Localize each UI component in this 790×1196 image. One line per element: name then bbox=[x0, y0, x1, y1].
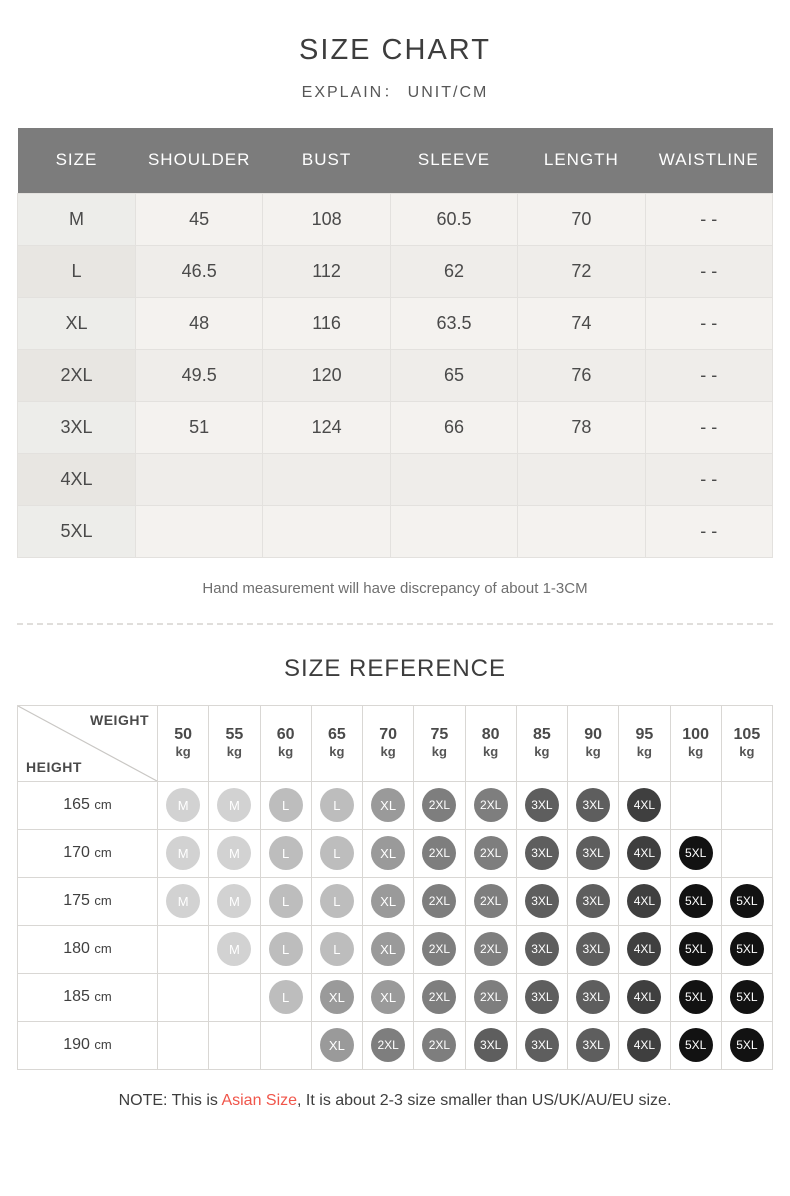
measurement-cell: - - bbox=[645, 245, 772, 297]
size-badge: L bbox=[320, 836, 354, 870]
size-label-cell: L bbox=[18, 245, 136, 297]
reference-cell bbox=[619, 925, 670, 973]
reference-cell bbox=[209, 829, 260, 877]
size-badge: M bbox=[217, 836, 251, 870]
size-badge: 5XL bbox=[730, 884, 764, 918]
reference-cell bbox=[209, 973, 260, 1021]
measurement-cell: 116 bbox=[263, 297, 390, 349]
reference-cell bbox=[516, 877, 567, 925]
measurement-cell: - - bbox=[645, 505, 772, 557]
reference-row bbox=[18, 877, 773, 925]
weight-header-cell bbox=[363, 705, 414, 781]
size-chart-table bbox=[17, 128, 773, 558]
weight-header-cell bbox=[568, 705, 619, 781]
weight-unit: kg bbox=[636, 743, 652, 759]
table-row bbox=[18, 297, 773, 349]
reference-cell bbox=[721, 973, 772, 1021]
measurement-cell: 72 bbox=[518, 245, 645, 297]
size-label-cell: 2XL bbox=[18, 349, 136, 401]
weight-header-cell bbox=[209, 705, 260, 781]
measurement-cell: 51 bbox=[136, 401, 263, 453]
weight-unit: kg bbox=[175, 743, 191, 759]
reference-cell bbox=[311, 781, 362, 829]
size-badge: 2XL bbox=[422, 1028, 456, 1062]
weight-unit: kg bbox=[278, 743, 294, 759]
table-row bbox=[18, 193, 773, 245]
weight-header-cell bbox=[465, 705, 516, 781]
weight-value: 95 bbox=[635, 726, 654, 744]
reference-cell bbox=[568, 925, 619, 973]
size-badge: 2XL bbox=[474, 836, 508, 870]
reference-cell bbox=[260, 829, 311, 877]
size-badge: 2XL bbox=[422, 836, 456, 870]
height-unit: cm bbox=[94, 989, 112, 1004]
size-badge: 2XL bbox=[474, 932, 508, 966]
size-badge: L bbox=[320, 932, 354, 966]
reference-cell bbox=[516, 829, 567, 877]
page-title: SIZE CHART bbox=[299, 34, 491, 66]
measurement-cell: 45 bbox=[136, 193, 263, 245]
size-badge: M bbox=[217, 884, 251, 918]
reference-cell bbox=[568, 877, 619, 925]
size-badge: 2XL bbox=[422, 788, 456, 822]
size-label-cell: M bbox=[18, 193, 136, 245]
size-reference-section bbox=[0, 655, 790, 1110]
measurement-cell bbox=[263, 505, 390, 557]
size-badge: 4XL bbox=[627, 884, 661, 918]
reference-cell bbox=[516, 781, 567, 829]
reference-cell bbox=[209, 781, 260, 829]
reference-cell bbox=[363, 973, 414, 1021]
reference-cell bbox=[568, 829, 619, 877]
size-badge: XL bbox=[371, 980, 405, 1014]
reference-row bbox=[18, 1021, 773, 1069]
measurement-cell: 78 bbox=[518, 401, 645, 453]
size-badge: M bbox=[217, 788, 251, 822]
measurement-cell bbox=[136, 505, 263, 557]
height-unit: cm bbox=[94, 1037, 112, 1052]
size-label-cell: XL bbox=[18, 297, 136, 349]
reference-cell bbox=[670, 877, 721, 925]
reference-cell bbox=[465, 877, 516, 925]
weight-header-cell bbox=[721, 705, 772, 781]
measurement-cell bbox=[518, 453, 645, 505]
size-badge: M bbox=[217, 932, 251, 966]
reference-cell bbox=[465, 829, 516, 877]
table-row bbox=[18, 505, 773, 557]
reference-cell bbox=[260, 877, 311, 925]
table-body bbox=[18, 193, 773, 557]
measurement-cell: 48 bbox=[136, 297, 263, 349]
measurement-cell: 112 bbox=[263, 245, 390, 297]
reference-cell bbox=[260, 781, 311, 829]
reference-cell bbox=[158, 877, 209, 925]
measurement-cell bbox=[136, 453, 263, 505]
weight-header-cell bbox=[260, 705, 311, 781]
reference-cell bbox=[670, 781, 721, 829]
weight-unit: kg bbox=[431, 743, 447, 759]
reference-cell bbox=[721, 829, 772, 877]
size-badge: 2XL bbox=[474, 980, 508, 1014]
size-badge: L bbox=[269, 788, 303, 822]
reference-cell bbox=[670, 925, 721, 973]
size-badge: 3XL bbox=[576, 836, 610, 870]
measurement-cell: 63.5 bbox=[390, 297, 517, 349]
size-badge: XL bbox=[320, 980, 354, 1014]
weight-header-cell bbox=[670, 705, 721, 781]
size-badge: 4XL bbox=[627, 836, 661, 870]
reference-cell bbox=[619, 781, 670, 829]
measurement-cell: - - bbox=[645, 349, 772, 401]
reference-cell bbox=[465, 925, 516, 973]
size-badge: 5XL bbox=[679, 932, 713, 966]
size-badge: L bbox=[320, 788, 354, 822]
measurement-cell: - - bbox=[645, 297, 772, 349]
reference-cell bbox=[260, 1021, 311, 1069]
weight-value: 100 bbox=[682, 726, 709, 744]
table-row bbox=[18, 453, 773, 505]
height-header-cell: 190 cm bbox=[18, 1021, 158, 1069]
size-label-cell: 5XL bbox=[18, 505, 136, 557]
measurement-cell: 120 bbox=[263, 349, 390, 401]
size-label-cell: 3XL bbox=[18, 401, 136, 453]
reference-cell bbox=[158, 781, 209, 829]
weight-header-cell bbox=[311, 705, 362, 781]
reference-cell bbox=[670, 973, 721, 1021]
reference-cell bbox=[414, 781, 465, 829]
size-badge: 5XL bbox=[730, 932, 764, 966]
reference-cell bbox=[619, 973, 670, 1021]
weight-unit: kg bbox=[483, 743, 499, 759]
size-badge: L bbox=[269, 932, 303, 966]
weight-value: 75 bbox=[430, 726, 449, 744]
measurement-cell: 70 bbox=[518, 193, 645, 245]
measurement-note: Hand measurement will have discrepancy of about 1-3CM bbox=[202, 579, 588, 597]
weight-header-cell bbox=[414, 705, 465, 781]
reference-cell bbox=[465, 1021, 516, 1069]
size-badge: 3XL bbox=[576, 1028, 610, 1062]
size-badge: 2XL bbox=[422, 932, 456, 966]
size-badge: 4XL bbox=[627, 1028, 661, 1062]
measurement-cell: 124 bbox=[263, 401, 390, 453]
page-subtitle: EXPLAIN： UNIT/CM bbox=[301, 84, 489, 101]
reference-cell bbox=[363, 925, 414, 973]
size-reference-title: SIZE REFERENCE bbox=[283, 654, 507, 682]
reference-cell bbox=[516, 1021, 567, 1069]
reference-cell bbox=[311, 925, 362, 973]
measurement-cell bbox=[518, 505, 645, 557]
weight-value: 105 bbox=[733, 726, 761, 744]
column-header: BUST bbox=[263, 128, 390, 193]
reference-cell bbox=[465, 973, 516, 1021]
reference-cell bbox=[465, 781, 516, 829]
size-badge: 2XL bbox=[422, 980, 456, 1014]
reference-cell bbox=[311, 877, 362, 925]
measurement-cell: 62 bbox=[390, 245, 517, 297]
size-badge: 3XL bbox=[576, 884, 610, 918]
size-badge: 4XL bbox=[627, 788, 661, 822]
reference-body bbox=[18, 781, 773, 1069]
height-header-cell: 165 cm bbox=[18, 781, 158, 829]
column-header: LENGTH bbox=[518, 128, 645, 193]
weight-value: 85 bbox=[532, 726, 551, 744]
size-badge: XL bbox=[371, 788, 405, 822]
size-badge: XL bbox=[320, 1028, 354, 1062]
reference-cell bbox=[363, 781, 414, 829]
weight-value: 80 bbox=[481, 726, 500, 744]
size-badge: 2XL bbox=[474, 788, 508, 822]
weight-unit: kg bbox=[688, 743, 704, 759]
reference-cell bbox=[158, 973, 209, 1021]
size-badge: 2XL bbox=[474, 884, 508, 918]
weight-header-cell bbox=[619, 705, 670, 781]
height-header-cell: 180 cm bbox=[18, 925, 158, 973]
reference-cell bbox=[414, 925, 465, 973]
measurement-cell: - - bbox=[645, 193, 772, 245]
size-badge: 2XL bbox=[422, 884, 456, 918]
note-accent: Asian Size bbox=[221, 1091, 298, 1109]
size-badge: 3XL bbox=[576, 932, 610, 966]
reference-header-row bbox=[18, 705, 773, 781]
size-badge: 3XL bbox=[525, 788, 559, 822]
size-badge: 5XL bbox=[730, 980, 764, 1014]
column-header: SIZE bbox=[18, 128, 136, 193]
column-header: SLEEVE bbox=[390, 128, 517, 193]
reference-cell bbox=[516, 925, 567, 973]
reference-cell bbox=[568, 973, 619, 1021]
size-badge: 5XL bbox=[730, 1028, 764, 1062]
reference-cell bbox=[619, 829, 670, 877]
height-unit: cm bbox=[94, 845, 112, 860]
weight-unit: kg bbox=[585, 743, 601, 759]
reference-cell bbox=[721, 781, 772, 829]
reference-cell bbox=[721, 1021, 772, 1069]
reference-row bbox=[18, 973, 773, 1021]
reference-cell bbox=[158, 829, 209, 877]
measurement-cell: - - bbox=[645, 401, 772, 453]
weight-value: 60 bbox=[276, 726, 295, 744]
size-badge: XL bbox=[371, 884, 405, 918]
reference-row bbox=[18, 781, 773, 829]
weight-header-cell bbox=[516, 705, 567, 781]
weight-unit: kg bbox=[226, 743, 242, 759]
weight-unit: kg bbox=[534, 743, 550, 759]
reference-cell bbox=[619, 1021, 670, 1069]
reference-cell bbox=[363, 829, 414, 877]
size-badge: 3XL bbox=[525, 932, 559, 966]
measurement-cell: 66 bbox=[390, 401, 517, 453]
table-row bbox=[18, 349, 773, 401]
reference-cell bbox=[260, 925, 311, 973]
reference-cell bbox=[311, 973, 362, 1021]
reference-cell bbox=[568, 1021, 619, 1069]
weight-header-cell bbox=[158, 705, 209, 781]
weight-value: 55 bbox=[225, 726, 244, 744]
weight-unit: kg bbox=[739, 743, 755, 759]
height-unit: cm bbox=[94, 797, 112, 812]
weight-axis-label: WEIGHT bbox=[90, 711, 149, 728]
measurement-cell: 46.5 bbox=[136, 245, 263, 297]
size-badge: 4XL bbox=[627, 932, 661, 966]
size-badge: M bbox=[166, 788, 200, 822]
reference-cell bbox=[414, 973, 465, 1021]
asian-size-note bbox=[0, 1092, 790, 1110]
height-axis-label: HEIGHT bbox=[26, 758, 82, 775]
measurement-cell: 49.5 bbox=[136, 349, 263, 401]
reference-cell bbox=[363, 877, 414, 925]
size-badge: M bbox=[166, 836, 200, 870]
weight-unit: kg bbox=[329, 743, 345, 759]
axis-corner-cell bbox=[18, 705, 158, 781]
size-reference-table bbox=[17, 705, 773, 1070]
weight-value: 90 bbox=[584, 726, 603, 744]
weight-value: 65 bbox=[327, 726, 346, 744]
reference-row bbox=[18, 829, 773, 877]
weight-value: 70 bbox=[379, 726, 398, 744]
reference-cell bbox=[670, 1021, 721, 1069]
size-badge: 4XL bbox=[627, 980, 661, 1014]
weight-value: 50 bbox=[174, 726, 193, 744]
size-badge: 3XL bbox=[525, 980, 559, 1014]
section-divider bbox=[17, 623, 773, 625]
measurement-cell: 65 bbox=[390, 349, 517, 401]
size-badge: 2XL bbox=[371, 1028, 405, 1062]
reference-cell bbox=[414, 877, 465, 925]
size-badge: 5XL bbox=[679, 884, 713, 918]
size-chart-section bbox=[0, 34, 790, 597]
size-badge: 3XL bbox=[525, 1028, 559, 1062]
note-prefix: NOTE: This is bbox=[118, 1091, 222, 1109]
reference-cell bbox=[209, 1021, 260, 1069]
size-badge: 5XL bbox=[679, 980, 713, 1014]
reference-cell bbox=[260, 973, 311, 1021]
measurement-cell bbox=[390, 505, 517, 557]
reference-cell bbox=[311, 1021, 362, 1069]
size-badge: 3XL bbox=[525, 836, 559, 870]
measurement-cell bbox=[263, 453, 390, 505]
column-header: WAISTLINE bbox=[645, 128, 772, 193]
reference-cell bbox=[670, 829, 721, 877]
size-badge: 3XL bbox=[576, 788, 610, 822]
size-badge: L bbox=[269, 836, 303, 870]
reference-cell bbox=[311, 829, 362, 877]
size-badge: 3XL bbox=[474, 1028, 508, 1062]
size-badge: XL bbox=[371, 836, 405, 870]
reference-cell bbox=[721, 925, 772, 973]
size-badge: XL bbox=[371, 932, 405, 966]
weight-unit: kg bbox=[380, 743, 396, 759]
height-header-cell: 175 cm bbox=[18, 877, 158, 925]
size-badge: M bbox=[166, 884, 200, 918]
column-header: SHOULDER bbox=[136, 128, 263, 193]
height-unit: cm bbox=[94, 941, 112, 956]
size-badge: L bbox=[320, 884, 354, 918]
reference-cell bbox=[158, 925, 209, 973]
size-badge: L bbox=[269, 980, 303, 1014]
measurement-cell: 76 bbox=[518, 349, 645, 401]
reference-cell bbox=[209, 925, 260, 973]
size-badge: L bbox=[269, 884, 303, 918]
reference-cell bbox=[414, 829, 465, 877]
size-badge: 5XL bbox=[679, 1028, 713, 1062]
height-header-cell: 170 cm bbox=[18, 829, 158, 877]
measurement-cell: - - bbox=[645, 453, 772, 505]
reference-row bbox=[18, 925, 773, 973]
note-suffix: , It is about 2-3 size smaller than US/UK/AU/EU size. bbox=[297, 1091, 672, 1109]
table-header-row bbox=[18, 128, 773, 193]
table-row bbox=[18, 401, 773, 453]
size-badge: 5XL bbox=[679, 836, 713, 870]
size-label-cell: 4XL bbox=[18, 453, 136, 505]
reference-cell bbox=[568, 781, 619, 829]
reference-cell bbox=[414, 1021, 465, 1069]
reference-cell bbox=[363, 1021, 414, 1069]
measurement-cell: 74 bbox=[518, 297, 645, 349]
reference-cell bbox=[158, 1021, 209, 1069]
size-badge: 3XL bbox=[525, 884, 559, 918]
reference-cell bbox=[516, 973, 567, 1021]
reference-cell bbox=[209, 877, 260, 925]
reference-cell bbox=[619, 877, 670, 925]
size-badge: 3XL bbox=[576, 980, 610, 1014]
height-unit: cm bbox=[94, 893, 112, 908]
table-row bbox=[18, 245, 773, 297]
measurement-cell: 60.5 bbox=[390, 193, 517, 245]
height-header-cell: 185 cm bbox=[18, 973, 158, 1021]
measurement-cell: 108 bbox=[263, 193, 390, 245]
reference-cell bbox=[721, 877, 772, 925]
measurement-cell bbox=[390, 453, 517, 505]
